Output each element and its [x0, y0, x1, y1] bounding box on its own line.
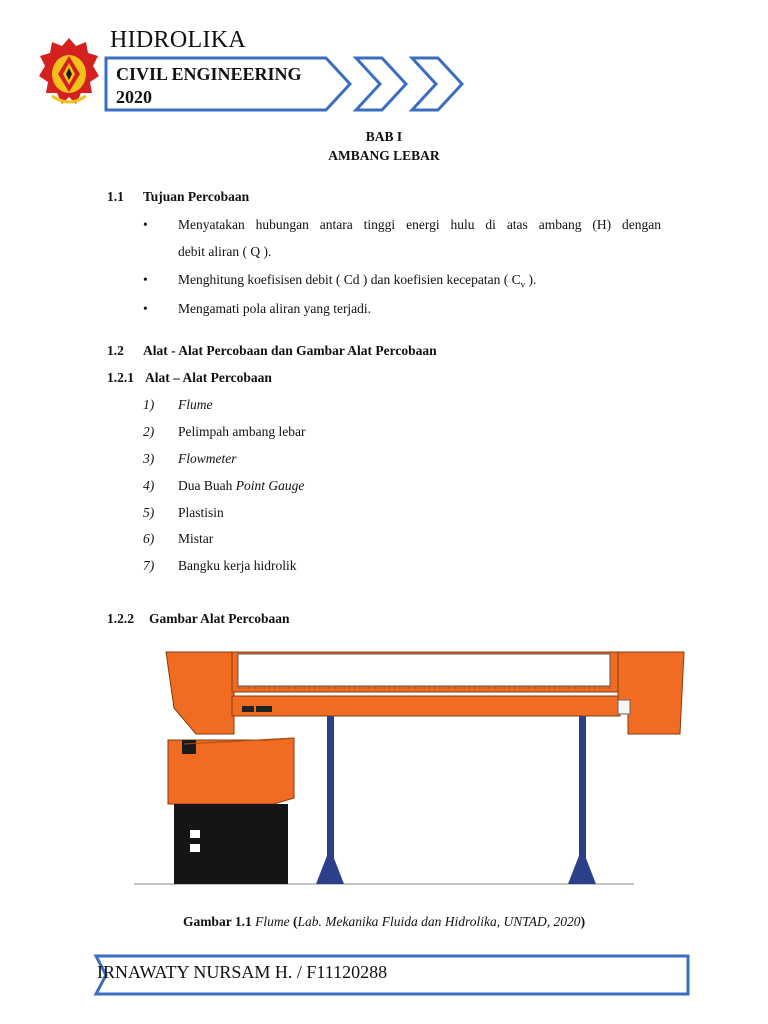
- item-number: 6): [143, 531, 155, 546]
- course-title: HIDROLIKA: [110, 27, 247, 53]
- section-1-1-title: Tujuan Percobaan: [143, 189, 250, 204]
- item-text: Plastisin: [178, 505, 224, 520]
- item-number: 2): [143, 424, 155, 439]
- caption-label: Gambar 1.1: [182, 914, 252, 929]
- item-label: [178, 530, 213, 548]
- bullet-text-line1: Menyatakan hubungan antara tinggi energi hulu di atas ambang (H) dengan: [178, 217, 661, 232]
- university-logo: [38, 36, 100, 110]
- item-label: [178, 423, 305, 441]
- figure-caption: [0, 914, 768, 930]
- item-text-italic: Flowmeter: [178, 451, 237, 466]
- caption-close-paren: ): [580, 914, 586, 929]
- chapter-number: BAB I: [365, 129, 403, 144]
- item-number: 5): [143, 505, 155, 520]
- item-text: Bangku kerja hidrolik: [178, 558, 297, 573]
- section-1-1-number: 1.1: [107, 189, 124, 204]
- bullet-text-line2: debit aliran ( Q ).: [178, 244, 272, 259]
- bullet-text-subscript: v: [520, 279, 526, 290]
- item-number: 4): [143, 478, 155, 493]
- item-label: [178, 504, 224, 522]
- bullet-icon: •: [143, 272, 148, 287]
- list-item: [143, 211, 663, 265]
- bullet-icon: •: [143, 301, 148, 316]
- bullet-text: [178, 266, 661, 299]
- item-text: Dua Buah: [178, 478, 236, 493]
- chapter-title: AMBANG LEBAR: [328, 148, 440, 163]
- bullet-text-end: ).: [525, 272, 537, 287]
- department-year: 2020: [116, 87, 152, 107]
- item-label: [178, 396, 213, 414]
- item-label: [178, 450, 237, 468]
- list-item: [143, 266, 663, 293]
- caption-name: Flume: [255, 914, 290, 929]
- bullet-text-main: Menghitung koefisisen debit ( Cd ) dan koefisien kecepatan ( C: [178, 272, 521, 287]
- item-number: 3): [143, 451, 155, 466]
- item-label: [178, 557, 296, 575]
- section-1-2-1-title: Alat – Alat Percobaan: [145, 370, 272, 385]
- list-item: [143, 295, 663, 322]
- footer-author: IRNAWATY NURSAM H. / F11120288: [97, 962, 388, 982]
- section-1-2-number: 1.2: [107, 343, 124, 358]
- section-1-2-title: Alat - Alat Percobaan dan Gambar Alat Percobaan: [143, 343, 437, 358]
- department-label: [116, 63, 302, 109]
- item-number: 1): [143, 397, 155, 412]
- section-1-2-2-number: 1.2.2: [107, 611, 134, 626]
- caption-open-paren: (: [289, 914, 298, 929]
- item-label: [178, 477, 304, 495]
- item-text: Mistar: [178, 531, 214, 546]
- item-text: Pelimpah ambang lebar: [178, 424, 306, 439]
- item-text-italic: Flume: [178, 397, 213, 412]
- caption-source: Lab. Mekanika Fluida dan Hidrolika, UNTAD, 2020: [297, 914, 581, 929]
- item-number: 7): [143, 558, 155, 573]
- bullet-icon: •: [143, 217, 148, 232]
- item-text-italic: Point Gauge: [235, 478, 305, 493]
- section-1-2-2-title: Gambar Alat Percobaan: [149, 611, 290, 626]
- flume-figure: [134, 648, 686, 888]
- section-1-2-1-number: 1.2.1: [107, 370, 134, 385]
- department-name: CIVIL ENGINEERING: [116, 64, 302, 84]
- bullet-text: Mengamati pola aliran yang terjadi.: [178, 301, 372, 316]
